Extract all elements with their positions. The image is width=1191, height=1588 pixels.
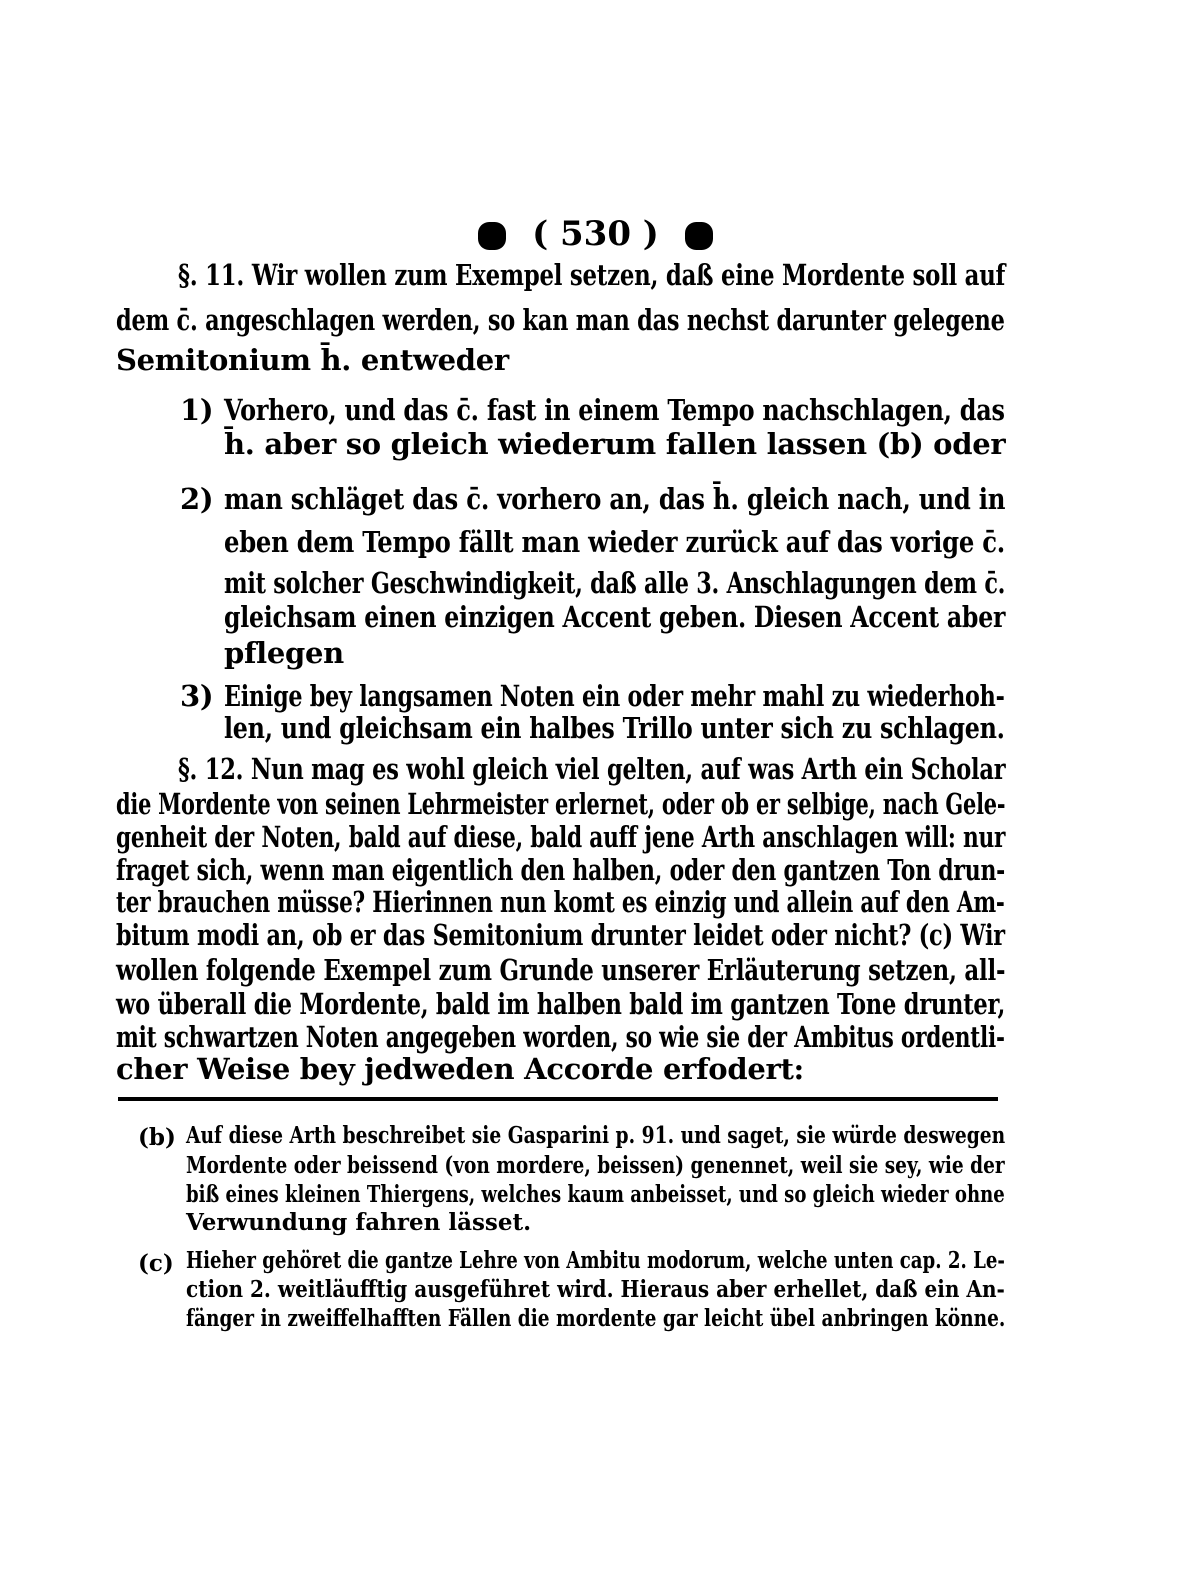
item-2-line-1: man schläget das c̄. vorhero an, das h̄. gleich nach, und in	[224, 482, 1006, 516]
footnote-c-line-2: ction 2. weitläufftig ausgeführet wird. Hieraus aber erhellet, daß ein An-	[186, 1276, 1005, 1303]
section-12-line-6: bitum modi an, ob er das Semitonium drunter leidet oder nicht? (c) Wir	[116, 918, 1005, 952]
page-header	[0, 214, 1191, 254]
section-12-line-7: wollen folgende Exempel zum Grunde unserer Erläuterung setzen, all-	[116, 953, 1006, 987]
page-number: ( 530 )	[532, 214, 659, 254]
footnote-c-label: (c)	[138, 1250, 174, 1277]
section-11-line-3: Semitonium h̄. entweder	[116, 343, 509, 377]
section-12-line-8: wo überall die Mordente, bald im halben bald im gantzen Tone drunter,	[116, 987, 1006, 1021]
footnote-c-line-1: Hieher gehöret die gantze Lehre von Ambitu modorum, welche unten cap. 2. Le-	[186, 1247, 1005, 1274]
section-12-line-3: genheit der Noten, bald auf diese, bald auff jene Arth anschlagen will: nur	[116, 820, 1006, 854]
section-12-line-9: mit schwartzen Noten angegeben worden, so wie sie der Ambitus ordentli-	[116, 1020, 1005, 1054]
item-1-number: 1)	[180, 393, 214, 427]
item-3-number: 3)	[180, 679, 214, 713]
item-3-line-1: Einige bey langsamen Noten ein oder mehr mahl zu wiederhoh-	[224, 679, 1005, 713]
ornament-left-icon	[478, 222, 506, 250]
footnote-b-label: (b)	[138, 1124, 176, 1151]
item-2-line-3: mit solcher Geschwindigkeit, daß alle 3. Anschlagungen dem c̄.	[224, 566, 1006, 600]
footnote-b-line-3: biß eines kleinen Thiergens, welches kaum anbeisset, und so gleich wieder ohne	[186, 1181, 1005, 1208]
footnote-b-line-1: Auf diese Arth beschreibet sie Gasparini p. 91. und saget, sie würde deswegen	[186, 1122, 1006, 1149]
ornament-right-icon	[685, 222, 713, 250]
footnote-c-line-3: fänger in zweiffelhafften Fällen die mordente gar leicht übel anbringen könne.	[186, 1305, 1006, 1332]
item-2-line-2: eben dem Tempo fällt man wieder zurück auf das vorige c̄.	[224, 525, 1005, 559]
item-2-line-5: pflegen	[224, 636, 344, 670]
footnote-b-line-2: Mordente oder beissend (von mordere, beissen) genennet, weil sie sey, wie der	[186, 1152, 1005, 1179]
section-11-line-2: dem c̄. angeschlagen werden, so kan man das nechst darunter gelegene	[116, 303, 1005, 337]
item-3-line-2: len, und gleichsam ein halbes Trillo unter sich zu schlagen.	[224, 711, 1005, 745]
footnote-divider	[118, 1097, 998, 1101]
item-1-line-1: Vorhero, und das c̄. fast in einem Tempo nachschlagen, das	[224, 393, 1005, 427]
item-2-number: 2)	[180, 482, 214, 516]
section-11-line-1: §. 11. Wir wollen zum Exempel setzen, daß eine Mordente soll auf	[178, 258, 1006, 292]
item-1-line-2: h̄. aber so gleich wiederum fallen lassen (b) oder	[224, 427, 1006, 461]
section-12-line-1: §. 12. Nun mag es wohl gleich viel gelten, auf was Arth ein Scholar	[178, 752, 1006, 786]
footnote-b-line-4: Verwundung fahren lässet.	[186, 1209, 532, 1236]
section-12-line-10: cher Weise bey jedweden Accorde erfodert:	[116, 1052, 804, 1086]
section-12-line-5: ter brauchen müsse? Hierinnen nun komt es einzig und allein auf den Am-	[116, 885, 1005, 919]
section-12-line-4: fraget sich, wenn man eigentlich den halben, oder den gantzen Ton drun-	[116, 853, 1006, 887]
section-12-line-2: die Mordente von seinen Lehrmeister erlernet, oder ob er selbige, nach Gele-	[116, 787, 1006, 821]
item-2-line-4: gleichsam einen einzigen Accent geben. Diesen Accent aber	[224, 600, 1006, 634]
